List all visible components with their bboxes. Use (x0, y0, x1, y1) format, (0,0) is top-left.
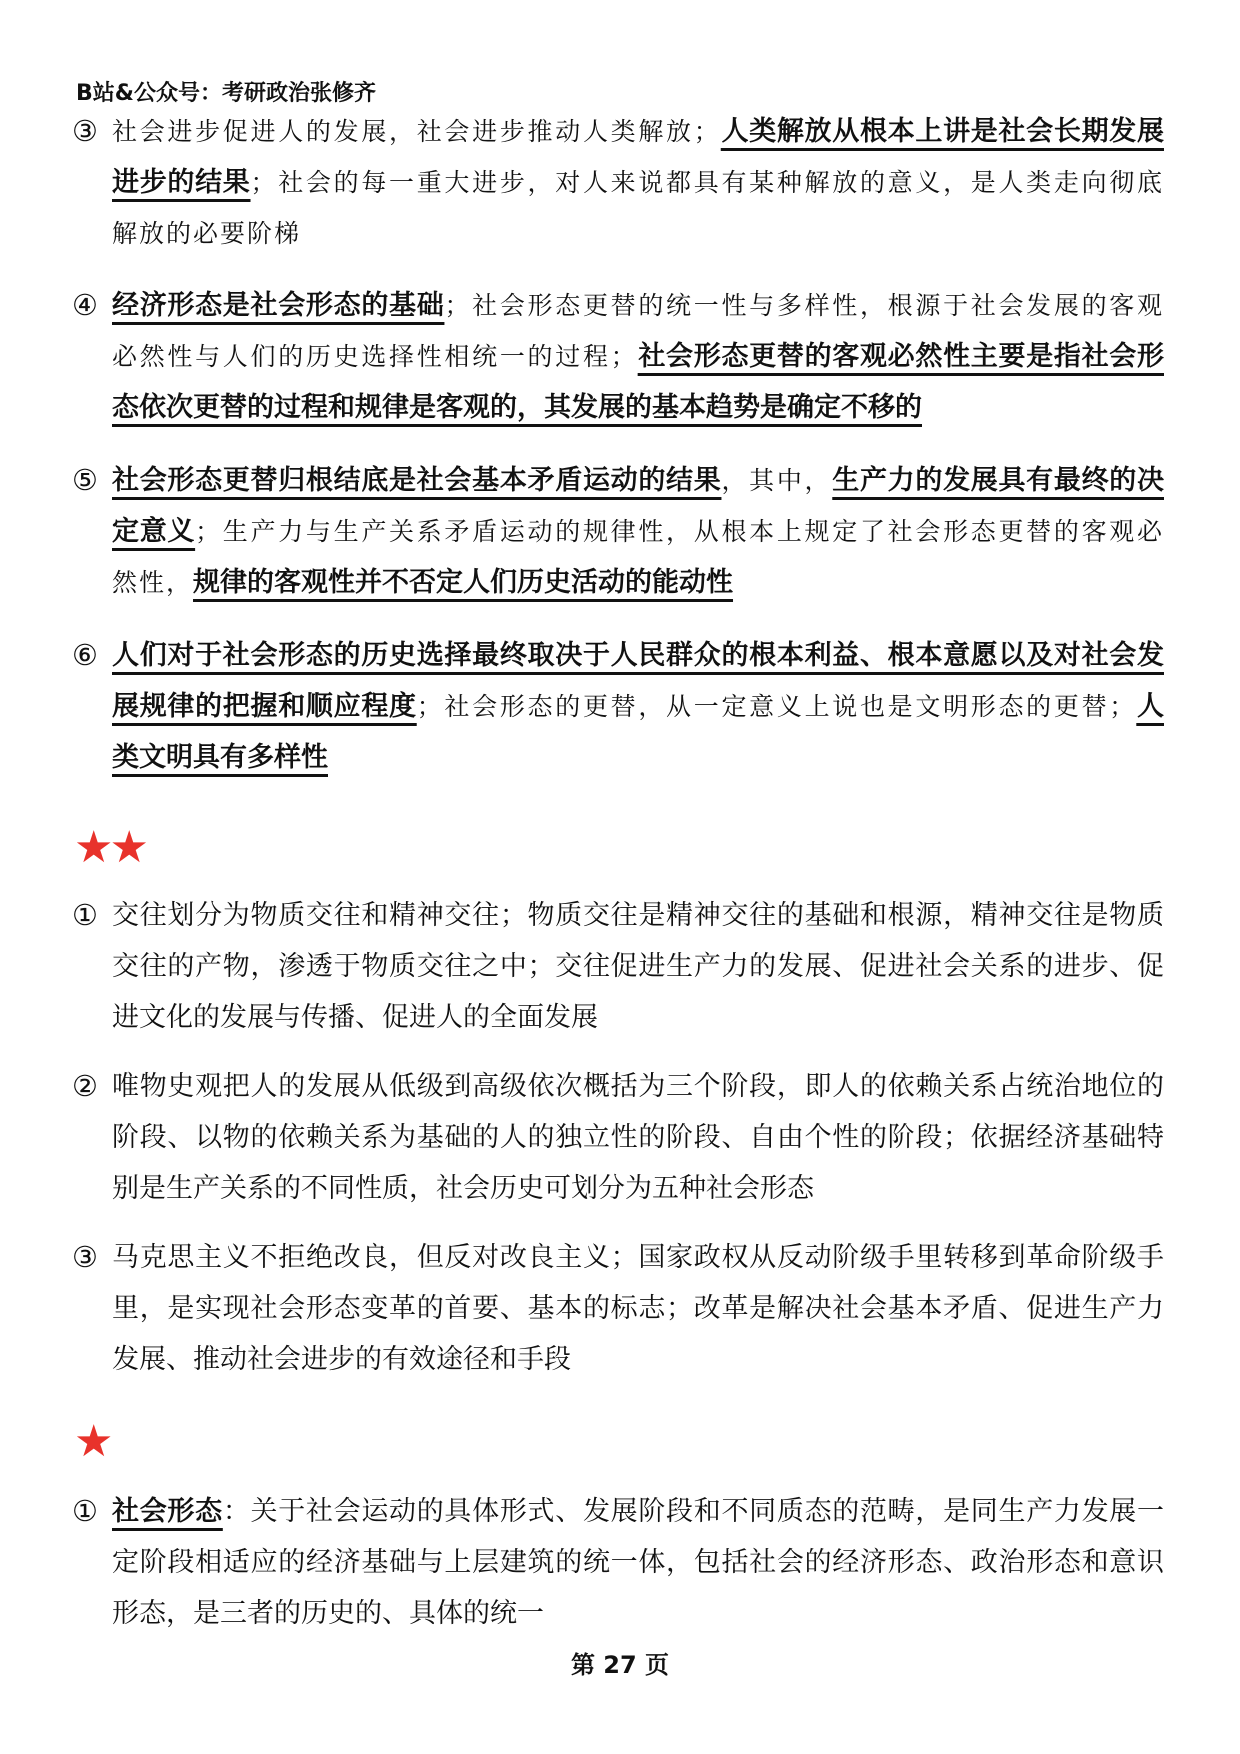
page-header: B站&公众号：考研政治张修齐 (76, 81, 376, 106)
importance-stars: ★★ (74, 822, 145, 873)
item-text (112, 1232, 1164, 1385)
item-number: ④ (72, 288, 98, 322)
list-item (72, 1232, 1164, 1385)
item-text (112, 1486, 1164, 1639)
item-number: ① (72, 898, 98, 932)
text-segment: ；社会形态的更替，从一定意义上说也是文明形态的更替； (416, 692, 1137, 721)
key-point-underlined: 经济形态是社会形态的基础 (112, 290, 445, 321)
list-item (72, 1061, 1164, 1214)
text-segment: 马克思主义不拒绝改良，但反对改良主义；国家政权从反动阶级手里转移到革命阶级手里，是实现社会形态变革的首要、基本的标志；改革是解决社会基本矛盾、促进生产力发展、推动社会进步的有效途径和手段 (112, 1242, 1164, 1375)
text-segment: 交往划分为物质交往和精神交往；物质交往是精神交往的基础和根源，精神交往是物质交往的产物，渗透于物质交往之中；交往促进生产力的发展、促进社会关系的进步、促进文化的发展与传播、促进人的全面发展 (112, 900, 1164, 1033)
text-segment: ；社会的每一重大进步，对人来说都具有某种解放的意义，是人类走向彻底解放的必要阶梯 (112, 168, 1164, 248)
list-item (72, 890, 1164, 1043)
key-point-underlined: 人们对于社会形态的历史选择最终取决于人民群众的根本利益、根本意愿以及对社会发展规律的把握和顺应程度 (112, 640, 1164, 722)
key-point-underlined: 社会形态更替的客观必然性主要是指社会形态依次更替的过程和规律是客观的，其发展的基本趋势是确定不移的 (112, 341, 1164, 423)
page-number: 第 27 页 (570, 1651, 670, 1679)
key-point-underlined: 规律的客观性并不否定人们历史活动的能动性 (193, 567, 734, 598)
list-item (72, 1486, 1164, 1639)
item-number: ⑤ (72, 463, 98, 497)
item-number: ⑥ (72, 638, 98, 672)
key-point-underlined: 生产力的发展具有最终的决定意义 (112, 465, 1164, 547)
list-item (72, 455, 1164, 608)
text-segment: ；社会形态更替的统一性与多样性，根源于社会发展的客观必然性与人们的历史选择性相统一的过程； (112, 291, 1164, 371)
text-segment: 社会进步促进人的发展，社会进步推动人类解放； (112, 117, 721, 146)
list-item (72, 106, 1164, 259)
item-text (112, 106, 1164, 259)
item-text (112, 630, 1164, 783)
item-text (112, 455, 1164, 608)
key-point-underlined: 人类解放从根本上讲是社会长期发展进步的结果 (112, 116, 1164, 198)
key-point-underlined: 人类文明具有多样性 (112, 691, 1164, 773)
item-text (112, 280, 1164, 433)
item-text (112, 1061, 1164, 1214)
text-segment: 唯物史观把人的发展从低级到高级依次概括为三个阶段，即人的依赖关系占统治地位的阶段、以物的依赖关系为基础的人的独立性的阶段、自由个性的阶段；依据经济基础特别是生产关系的不同性质，社会历史可划分为五种社会形态 (112, 1071, 1164, 1204)
item-number: ③ (72, 1240, 98, 1274)
item-number: ① (72, 1494, 98, 1528)
item-number: ② (72, 1069, 98, 1103)
key-point-underlined: 社会形态更替归根结底是社会基本矛盾运动的结果 (112, 465, 722, 496)
text-segment: ：关于社会运动的具体形式、发展阶段和不同质态的范畴，是同生产力发展一定阶段相适应的经济基础与上层建筑的统一体，包括社会的经济形态、政治形态和意识形态，是三者的历史的、具体的统一 (112, 1496, 1165, 1629)
text-segment: ；生产力与生产关系矛盾运动的规律性，从根本上规定了社会形态更替的客观必然性， (112, 517, 1164, 597)
item-number: ③ (72, 114, 98, 148)
key-point-underlined: 社会形态 (112, 1496, 223, 1527)
list-item (72, 280, 1164, 433)
item-text (112, 890, 1164, 1043)
list-item (72, 630, 1164, 783)
text-segment: ，其中， (721, 466, 833, 495)
importance-stars: ★ (74, 1416, 110, 1467)
